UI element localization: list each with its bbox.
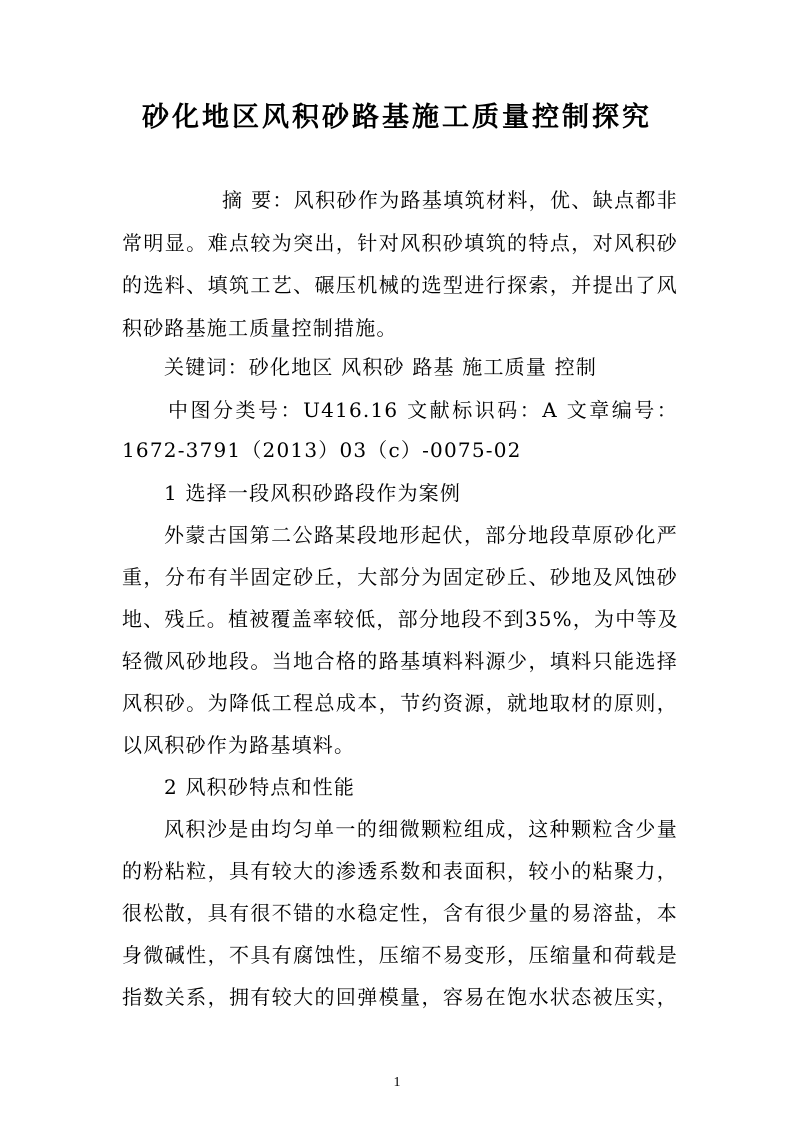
section-1-line-1: 外蒙古国第二公路某段地形起伏，部分地段草原砂化严	[164, 523, 678, 547]
section-1-line-2: 重，分布有半固定砂丘，大部分为固定砂丘、砂地及风蚀砂	[122, 565, 678, 589]
page-number: 1	[393, 1075, 401, 1090]
section-2-line-5: 指数关系，拥有较大的回弹模量，容易在饱水状态被压实，	[122, 985, 678, 1009]
abstract-line-3: 的选料、填筑工艺、碾压机械的选型进行探索，并提出了风	[122, 273, 678, 297]
classification-line-2: 1672-3791（2013）03（c）-0075-02	[122, 438, 522, 462]
section-1-heading: 1 选择一段风积砂路段作为案例	[164, 481, 462, 505]
abstract-line-1: 摘 要：风积砂作为路基填筑材料，优、缺点都非	[222, 188, 678, 212]
article-title: 砂化地区风积砂路基施工质量控制探究	[142, 102, 652, 133]
section-2-heading: 2 风积砂特点和性能	[164, 775, 356, 799]
section-1-line-5: 风积砂。为降低工程总成本，节约资源，就地取材的原则，	[122, 691, 678, 715]
section-1-line-6: 以风积砂作为路基填料。	[122, 733, 356, 757]
section-2-line-3: 很松散，具有很不错的水稳定性，含有很少量的易溶盐，本	[122, 901, 678, 925]
section-1-line-3: 地、残丘。植被覆盖率较低，部分地段不到35%，为中等及	[122, 607, 679, 631]
classification-line-1: 中图分类号：U416.16 文献标识码：A 文章编号：	[168, 398, 678, 422]
keywords: 关键词：砂化地区 风积砂 路基 施工质量 控制	[164, 355, 598, 379]
section-1-line-4: 轻微风砂地段。当地合格的路基填料料源少，填料只能选择	[122, 649, 678, 673]
section-2-line-4: 身微碱性，不具有腐蚀性，压缩不易变形，压缩量和荷载是	[122, 943, 678, 967]
section-2-line-2: 的粉粘粒，具有较大的渗透系数和表面积，较小的粘聚力，	[122, 859, 678, 883]
abstract-line-2: 常明显。难点较为突出，针对风积砂填筑的特点，对风积砂	[122, 231, 678, 255]
abstract-line-4: 积砂路基施工质量控制措施。	[122, 316, 398, 340]
section-2-line-1: 风积沙是由均匀单一的细微颗粒组成，这种颗粒含少量	[164, 817, 678, 841]
